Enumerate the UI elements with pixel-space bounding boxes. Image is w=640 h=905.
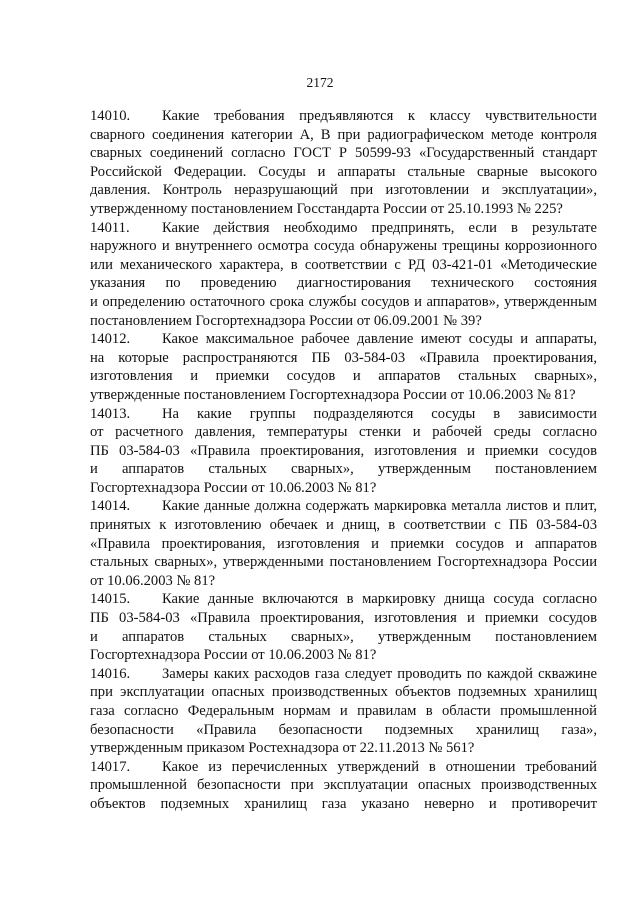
question-text-line: безопасности «Правила безопасности подземных хранилищ газа», bbox=[90, 721, 597, 738]
question-number: 14012. bbox=[90, 331, 131, 348]
question-text-line: На какие группы подразделяются сосуды в зависимости bbox=[162, 405, 597, 422]
question-text-line: при эксплуатации опасных производственных объектов подземных хранилищ bbox=[90, 684, 597, 701]
question-text-line: утвержденному постановлением Госстандарта России от 25.10.1993 № 225? bbox=[90, 200, 563, 217]
question-number: 14014. bbox=[90, 498, 131, 515]
question-first-line bbox=[90, 405, 597, 424]
question-text-line: изготовления и приемки сосудов и аппаратов стальных сварных», bbox=[90, 368, 597, 385]
question-text-line: на которые распространяются ПБ 03-584-03 «Правила проектирования, bbox=[90, 349, 597, 366]
question-text-line: указания по проведению диагностирования технического состояния bbox=[90, 275, 597, 292]
question-text-line: давления. Контроль неразрушающий при изготовлении и эксплуатации», bbox=[90, 182, 597, 199]
question-text-line: Какие действия необходимо предпринять, если в результате bbox=[162, 219, 597, 236]
question-text-line: Какое из перечисленных утверждений в отношении требований bbox=[162, 758, 597, 775]
question-text-line: утвержденные постановлением Госгортехнадзора России от 10.06.2003 № 81? bbox=[90, 386, 576, 403]
question-text-line: утвержденным приказом Ростехнадзора от 22.11.2013 № 561? bbox=[90, 740, 475, 757]
question-text-line: «Правила проектирования, изготовления и приемки сосудов и аппаратов bbox=[90, 535, 597, 552]
question-text-line: и аппаратов стальных сварных», утвержденным постановлением bbox=[90, 628, 597, 645]
question-text-line: сварных соединений согласно ГОСТ Р 50599-93 «Государственный стандарт bbox=[90, 145, 597, 162]
question-number: 14015. bbox=[90, 591, 131, 608]
question-block bbox=[90, 758, 597, 814]
question-text-line: от 10.06.2003 № 81? bbox=[90, 572, 216, 589]
question-number: 14013. bbox=[90, 405, 131, 422]
question-first-line bbox=[90, 665, 597, 684]
question-text-line: и аппаратов стальных сварных», утвержденным постановлением bbox=[90, 461, 597, 478]
question-text-line: постановлением Госгортехнадзора России от 06.09.2001 № 39? bbox=[90, 312, 482, 329]
question-text-line: объектов подземных хранилищ газа указано неверно и противоречит bbox=[90, 795, 597, 812]
question-text-line: и определению остаточного срока службы сосудов и аппаратов», утвержденным bbox=[90, 293, 597, 310]
question-text-line: стальных сварных», утвержденными постановлением Госгортехнадзора России bbox=[90, 554, 597, 571]
question-text-line: принятых к изготовлению обечаек и днищ, в соответствии с ПБ 03-584-03 bbox=[90, 517, 597, 534]
question-text-line: Госгортехнадзора России от 10.06.2003 № 81? bbox=[90, 647, 377, 664]
question-text-line: ПБ 03-584-03 «Правила проектирования, изготовления и приемки сосудов bbox=[90, 610, 597, 627]
question-first-line bbox=[90, 330, 597, 349]
question-block bbox=[90, 330, 597, 404]
question-number: 14010. bbox=[90, 108, 131, 124]
page-number: 2172 bbox=[306, 75, 334, 90]
question-first-line bbox=[90, 590, 597, 609]
question-text-line: или механического характера, в соответствии с РД 03-421-01 «Методические bbox=[90, 256, 597, 273]
question-first-line bbox=[90, 219, 597, 238]
question-text-line: Какие требования предъявляются к классу чувствительности bbox=[162, 108, 597, 124]
question-list bbox=[90, 107, 597, 814]
question-text-line: Какие данные включаются в маркировку днища сосуда согласно bbox=[162, 591, 597, 608]
question-text-line: Российской Федерации. Сосуды и аппараты стальные сварные высокого bbox=[90, 163, 597, 180]
question-text-line: Госгортехнадзора России от 10.06.2003 № 81? bbox=[90, 479, 377, 496]
question-text-line: наружного и внутреннего осмотра сосуда обнаружены трещины коррозионного bbox=[90, 238, 597, 255]
question-text-line: промышленной безопасности при эксплуатации опасных производственных bbox=[90, 777, 597, 794]
question-text-line: Какое максимальное рабочее давление имеют сосуды и аппараты, bbox=[162, 331, 597, 348]
question-block bbox=[90, 107, 597, 219]
question-first-line bbox=[90, 107, 597, 126]
question-block bbox=[90, 590, 597, 664]
question-first-line bbox=[90, 758, 597, 777]
question-text-line: ПБ 03-584-03 «Правила проектирования, изготовления и приемки сосудов bbox=[90, 442, 597, 459]
question-number: 14016. bbox=[90, 665, 131, 682]
question-text-line: сварного соединения категории А, В при радиографическом методе контроля bbox=[90, 126, 597, 143]
question-text-line: Замеры каких расходов газа следует проводить по каждой скважине bbox=[162, 665, 597, 682]
question-block bbox=[90, 665, 597, 758]
question-text-line: от расчетного давления, температуры стенки и рабочей среды согласно bbox=[90, 424, 597, 441]
question-number: 14017. bbox=[90, 758, 131, 775]
question-block bbox=[90, 219, 597, 331]
question-text-line: Какие данные должна содержать маркировка металла листов и плит, bbox=[162, 498, 597, 515]
question-text-line: газа согласно Федеральным нормам и правилам в области промышленной bbox=[90, 703, 597, 719]
question-first-line bbox=[90, 497, 597, 516]
question-number: 14011. bbox=[90, 219, 130, 236]
question-block bbox=[90, 405, 597, 498]
question-block bbox=[90, 497, 597, 590]
